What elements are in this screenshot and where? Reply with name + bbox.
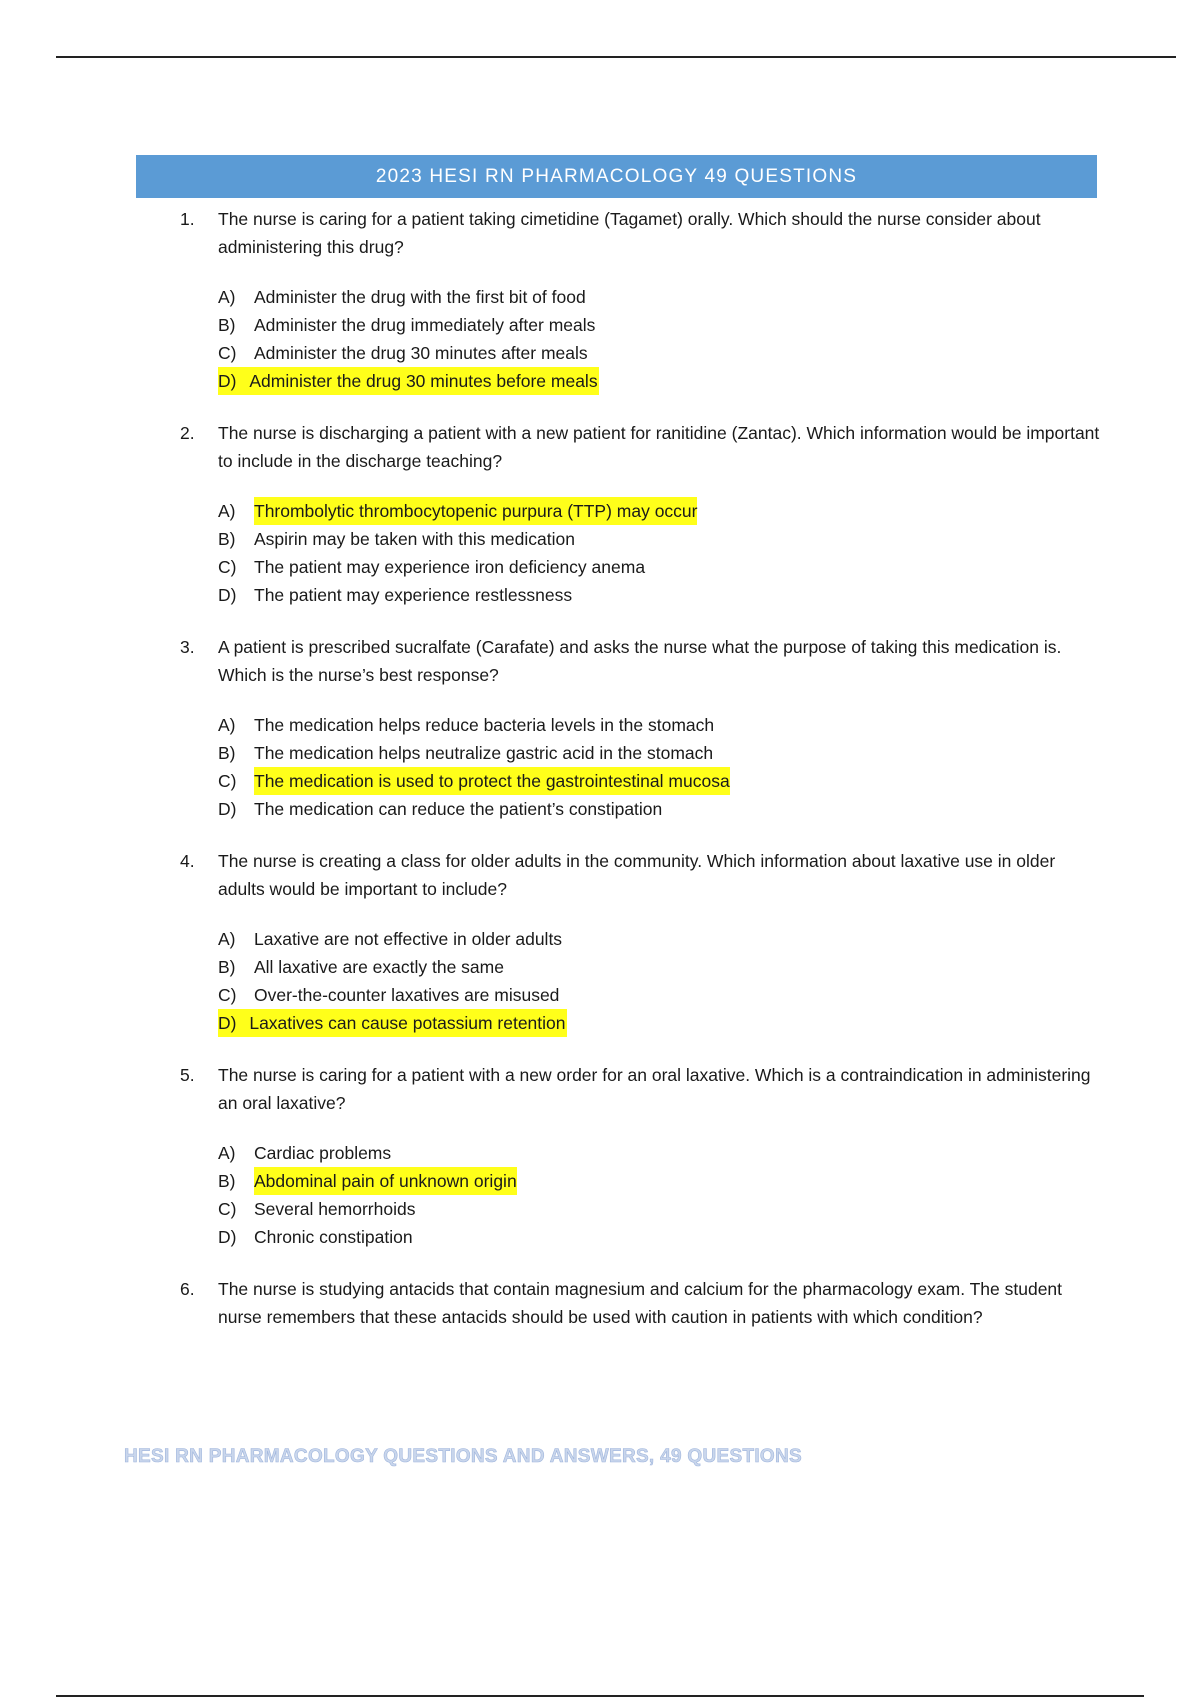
option-a — [218, 925, 1100, 953]
question-text: The nurse is caring for a patient taking cimetidine (Tagamet) orally. Which should the nurse consider about administering this drug? — [218, 209, 1041, 257]
option-text: The patient may experience iron deficiency anema — [254, 557, 646, 577]
option-c — [218, 981, 1100, 1009]
option-text-highlighted: The medication is used to protect the gastrointestinal mucosa — [254, 767, 730, 795]
question-number: 3. — [180, 637, 195, 657]
option-text: Several hemorrhoids — [254, 1199, 416, 1219]
option-text: All laxative are exactly the same — [254, 957, 504, 977]
option-d-answer — [218, 367, 1100, 395]
option-letter: C) — [218, 985, 237, 1005]
question-text: The nurse is discharging a patient with a new patient for ranitidine (Zantac). Which information would be important to include in the discharge teaching? — [218, 423, 1100, 471]
option-letter: C) — [218, 771, 237, 791]
option-text: Administer the drug 30 minutes before meals — [249, 371, 598, 391]
option-text-highlighted: Abdominal pain of unknown origin — [254, 1167, 517, 1195]
option-letter: B) — [218, 315, 236, 335]
question-text: The nurse is caring for a patient with a new order for an oral laxative. Which is a contraindication in administering an oral laxative? — [218, 1065, 1091, 1113]
option-a — [218, 1139, 1100, 1167]
option-letter: D) — [218, 799, 237, 819]
question-1 — [180, 205, 1100, 395]
option-text: Administer the drug immediately after meals — [254, 315, 596, 335]
question-2 — [180, 419, 1100, 609]
question-text: The nurse is creating a class for older adults in the community. Which information about laxative use in older adults would be important to include? — [218, 851, 1056, 899]
bottom-rule — [56, 1695, 1144, 1697]
answer-highlight — [218, 1009, 567, 1037]
option-a — [218, 283, 1100, 311]
option-text-highlighted: Thrombolytic thrombocytopenic purpura (TTP) may occur — [254, 497, 697, 525]
option-letter: B) — [218, 1171, 236, 1191]
option-d-answer — [218, 1009, 1100, 1037]
option-d — [218, 1223, 1100, 1251]
option-text: The medication helps reduce bacteria levels in the stomach — [254, 715, 715, 735]
option-text: Aspirin may be taken with this medication — [254, 529, 575, 549]
option-letter: A) — [218, 929, 236, 949]
option-b — [218, 311, 1100, 339]
option-text: Administer the drug with the first bit of food — [254, 287, 586, 307]
option-b — [218, 739, 1100, 767]
option-c-answer — [218, 767, 1100, 795]
option-b — [218, 953, 1100, 981]
question-3 — [180, 633, 1100, 823]
option-letter: A) — [218, 501, 236, 521]
option-c — [218, 553, 1100, 581]
option-list — [218, 283, 1100, 395]
option-d — [218, 581, 1100, 609]
document-title-banner — [136, 155, 1097, 198]
option-letter: D) — [218, 371, 237, 391]
option-text: The patient may experience restlessness — [254, 585, 573, 605]
option-text: Laxative are not effective in older adults — [254, 929, 563, 949]
option-letter: B) — [218, 743, 236, 763]
document-title: 2023 HESI RN PHARMACOLOGY 49 QUESTIONS — [375, 165, 858, 187]
option-letter: A) — [218, 1143, 236, 1163]
option-list — [218, 1139, 1100, 1251]
question-text: The nurse is studying antacids that contain magnesium and calcium for the pharmacology exam. The student nurse remembers that these antacids should be used with caution in patients with which condition? — [218, 1279, 1063, 1327]
option-text: Cardiac problems — [254, 1143, 392, 1163]
answer-highlight — [218, 367, 599, 395]
option-letter: D) — [218, 585, 237, 605]
option-b-answer — [218, 1167, 1100, 1195]
option-text: Administer the drug 30 minutes after meals — [254, 343, 588, 363]
option-text: Laxatives can cause potassium retention — [249, 1013, 566, 1033]
option-letter: C) — [218, 343, 237, 363]
option-text: Over-the-counter laxatives are misused — [254, 985, 560, 1005]
option-letter: B) — [218, 529, 236, 549]
option-letter: C) — [218, 557, 237, 577]
question-number: 6. — [180, 1279, 195, 1299]
option-text: The medication helps neutralize gastric acid in the stomach — [254, 743, 714, 763]
option-list — [218, 497, 1100, 609]
question-6 — [180, 1275, 1100, 1331]
option-letter: A) — [218, 715, 236, 735]
option-letter: D) — [218, 1227, 237, 1247]
option-list — [218, 925, 1100, 1037]
option-letter: A) — [218, 287, 236, 307]
question-number: 2. — [180, 423, 195, 443]
question-number: 1. — [180, 209, 195, 229]
option-a-answer — [218, 497, 1100, 525]
footer-watermark: HESI RN PHARMACOLOGY QUESTIONS AND ANSWERS, 49 QUESTIONS — [124, 1446, 803, 1467]
option-text: Chronic constipation — [254, 1227, 413, 1247]
option-d — [218, 795, 1100, 823]
question-number: 5. — [180, 1065, 195, 1085]
option-text: The medication can reduce the patient’s constipation — [254, 799, 663, 819]
top-rule — [56, 56, 1176, 58]
question-list — [180, 205, 1100, 1355]
question-number: 4. — [180, 851, 195, 871]
option-letter: B) — [218, 957, 236, 977]
question-5 — [180, 1061, 1100, 1251]
question-4 — [180, 847, 1100, 1037]
option-c — [218, 1195, 1100, 1223]
option-b — [218, 525, 1100, 553]
question-text: A patient is prescribed sucralfate (Carafate) and asks the nurse what the purpose of taking this medication is. Which is the nurse’s best response? — [218, 637, 1062, 685]
option-list — [218, 711, 1100, 823]
option-letter: D) — [218, 1013, 237, 1033]
option-c — [218, 339, 1100, 367]
option-letter: C) — [218, 1199, 237, 1219]
option-a — [218, 711, 1100, 739]
